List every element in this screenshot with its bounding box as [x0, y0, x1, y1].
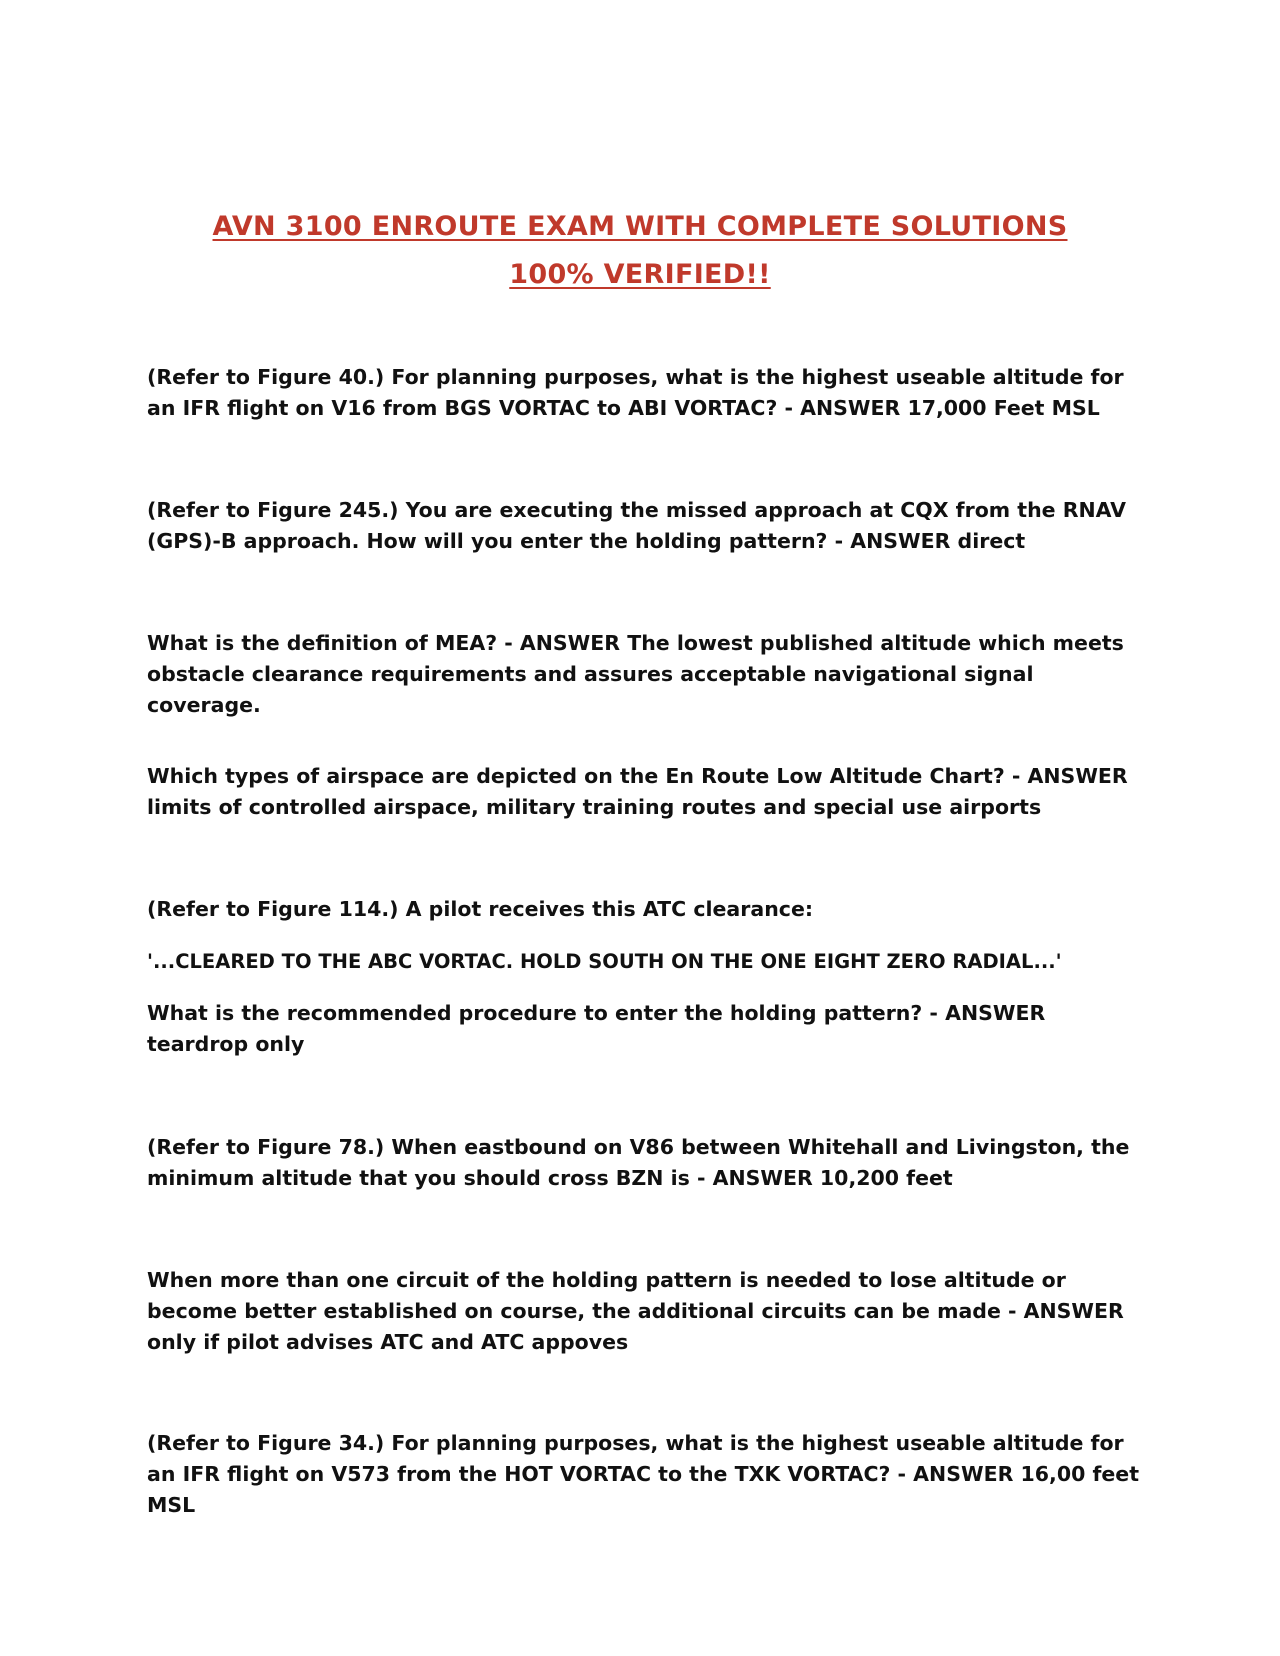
- qa-entry-3: [147, 628, 1147, 721]
- title-line-1: AVN 3100 ENROUTE EXAM WITH COMPLETE SOLUTIONS: [212, 211, 1068, 242]
- qa-entry-2: [147, 495, 1147, 557]
- qa-entry-1: [147, 362, 1147, 424]
- qa-entry-5: [147, 894, 1147, 1060]
- qa-entry-text: Which types of airspace are depicted on the En Route Low Altitude Chart? - ANSWER limits of controlled airspace, military training routes and special use airports: [147, 764, 1128, 819]
- qa-entry-8: [147, 1428, 1147, 1521]
- qa-entry-text: (Refer to Figure 34.) For planning purposes, what is the highest useable altitude for an IFR flight on V573 from the HOT VORTAC to the TXK VORTAC? - ANSWER 16,00 feet MSL: [147, 1431, 1140, 1517]
- qa-entry-7: [147, 1265, 1147, 1358]
- qa-entry-question: (Refer to Figure 114.) A pilot receives this ATC clearance:: [147, 897, 814, 921]
- document-title: [140, 203, 1140, 299]
- qa-entry-clearance: '...CLEARED TO THE ABC VORTAC. HOLD SOUTH ON THE ONE EIGHT ZERO RADIAL...': [147, 950, 1062, 973]
- qa-entry-answer: What is the recommended procedure to enter the holding pattern? - ANSWER teardrop only: [147, 1001, 1046, 1056]
- qa-entry-6: [147, 1132, 1147, 1194]
- qa-entry-text: (Refer to Figure 78.) When eastbound on V86 between Whitehall and Livingston, the minimum altitude that you should cross BZN is - ANSWER 10,200 feet: [147, 1135, 1130, 1190]
- qa-entry-text: (Refer to Figure 245.) You are executing the missed approach at CQX from the RNAV (GPS)-B approach. How will you enter the holding pattern? - ANSWER direct: [147, 498, 1126, 553]
- qa-entry-text: What is the definition of MEA? - ANSWER The lowest published altitude which meets obstacle clearance requirements and assures acceptable navigational signal coverage.: [147, 631, 1124, 717]
- qa-entry-4: [147, 761, 1147, 823]
- qa-entry-text: When more than one circuit of the holding pattern is needed to lose altitude or become better established on course, the additional circuits can be made - ANSWER only if pilot advises ATC and ATC appoves: [147, 1268, 1124, 1354]
- qa-entry-text: (Refer to Figure 40.) For planning purposes, what is the highest useable altitude for an IFR flight on V16 from BGS VORTAC to ABI VORTAC? - ANSWER 17,000 Feet MSL: [147, 365, 1124, 420]
- title-line-2: 100% VERIFIED!!: [509, 259, 771, 290]
